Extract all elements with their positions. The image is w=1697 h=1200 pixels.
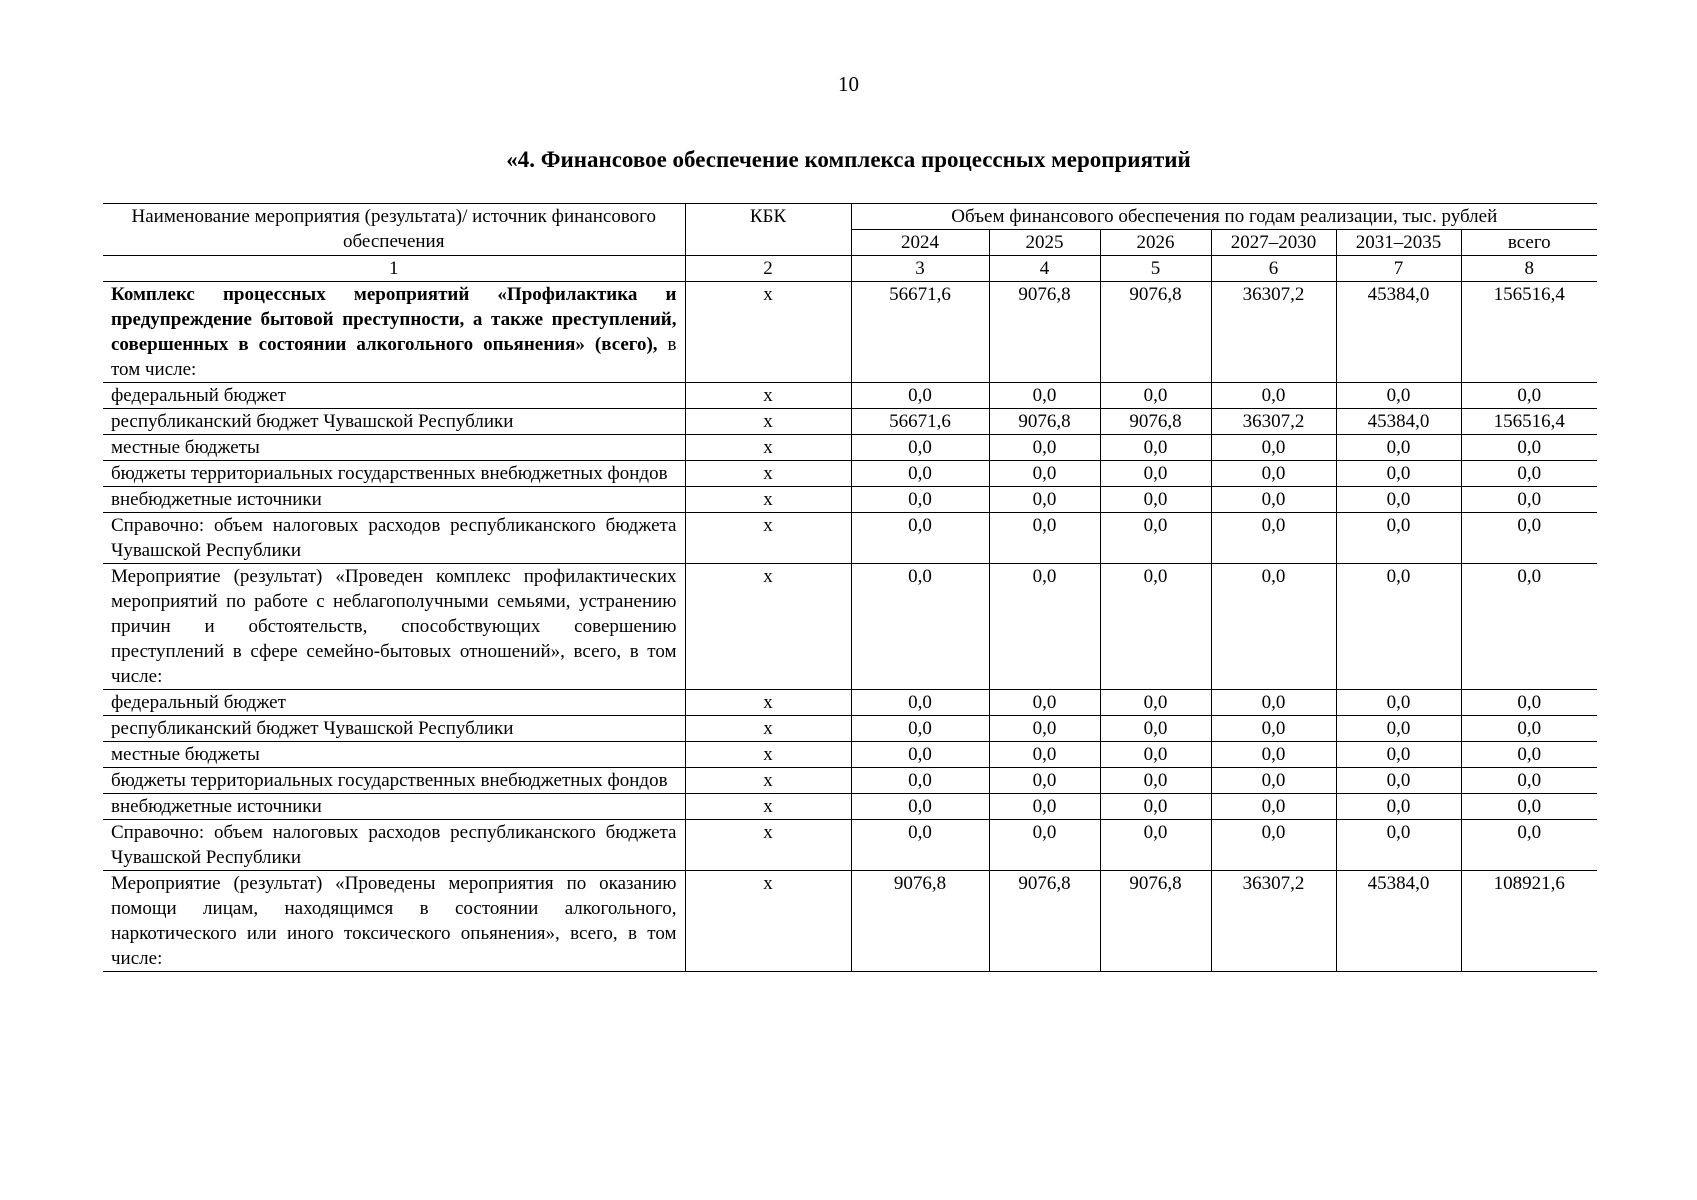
row-kbk: x	[685, 742, 851, 768]
column-number: 8	[1461, 256, 1597, 282]
financing-table	[103, 203, 1597, 972]
row-name-rest: в том числе:	[111, 334, 677, 380]
row-value: 9076,8	[1100, 282, 1211, 383]
row-value: 0,0	[1336, 513, 1461, 564]
row-value-total: 0,0	[1461, 716, 1597, 742]
row-value: 45384,0	[1336, 282, 1461, 383]
row-kbk: x	[685, 487, 851, 513]
row-name: бюджеты территориальных государственных внебюджетных фондов	[103, 768, 685, 794]
row-value: 0,0	[851, 768, 989, 794]
table-row	[103, 794, 1597, 820]
row-value: 0,0	[851, 690, 989, 716]
row-value: 0,0	[1100, 820, 1211, 871]
header-year: 2031–2035	[1336, 230, 1461, 256]
row-value: 0,0	[1211, 820, 1336, 871]
row-name: внебюджетные источники	[103, 794, 685, 820]
row-value: 0,0	[989, 742, 1100, 768]
row-name: местные бюджеты	[103, 435, 685, 461]
row-value-total: 156516,4	[1461, 409, 1597, 435]
row-value: 0,0	[1336, 794, 1461, 820]
row-value: 45384,0	[1336, 871, 1461, 972]
row-value: 0,0	[989, 794, 1100, 820]
row-value: 0,0	[1336, 461, 1461, 487]
row-value: 0,0	[1211, 461, 1336, 487]
table-row	[103, 690, 1597, 716]
row-name: республиканский бюджет Чувашской Республики	[103, 409, 685, 435]
row-name: Справочно: объем налоговых расходов республиканского бюджета Чувашской Республики	[103, 513, 685, 564]
row-kbk: x	[685, 794, 851, 820]
row-value: 36307,2	[1211, 871, 1336, 972]
row-value: 0,0	[1100, 742, 1211, 768]
row-value-total: 0,0	[1461, 383, 1597, 409]
row-value: 0,0	[1211, 564, 1336, 690]
row-name: федеральный бюджет	[103, 383, 685, 409]
row-value: 45384,0	[1336, 409, 1461, 435]
row-kbk: x	[685, 409, 851, 435]
row-name: Справочно: объем налоговых расходов республиканского бюджета Чувашской Республики	[103, 820, 685, 871]
row-value-total: 0,0	[1461, 513, 1597, 564]
row-name: местные бюджеты	[103, 742, 685, 768]
row-value-total: 0,0	[1461, 487, 1597, 513]
row-value: 0,0	[1211, 435, 1336, 461]
header-row	[103, 204, 1597, 230]
row-name: Мероприятие (результат) «Проведены мероприятия по оказанию помощи лицам, находящимся в состоянии алкогольного, наркотического или иного токсического опьянения», всего, в том числе:	[103, 871, 685, 972]
row-value: 0,0	[1100, 461, 1211, 487]
row-value: 0,0	[1336, 383, 1461, 409]
row-kbk: x	[685, 513, 851, 564]
row-value: 9076,8	[851, 871, 989, 972]
row-value-total: 0,0	[1461, 564, 1597, 690]
row-value: 9076,8	[989, 871, 1100, 972]
table-row	[103, 435, 1597, 461]
row-value: 0,0	[989, 820, 1100, 871]
header-year: 2024	[851, 230, 989, 256]
row-value: 0,0	[1211, 716, 1336, 742]
header-name: Наименование мероприятия (результата)/ источник финансового обеспечения	[103, 204, 685, 256]
row-kbk: x	[685, 435, 851, 461]
page-number: 10	[838, 72, 859, 96]
row-kbk: x	[685, 716, 851, 742]
row-value: 0,0	[1211, 383, 1336, 409]
row-value-total: 156516,4	[1461, 282, 1597, 383]
column-number: 1	[103, 256, 685, 282]
row-value: 0,0	[989, 564, 1100, 690]
row-value: 0,0	[1211, 487, 1336, 513]
header-year: 2025	[989, 230, 1100, 256]
row-value: 0,0	[851, 820, 989, 871]
row-name: внебюджетные источники	[103, 487, 685, 513]
row-value: 0,0	[1100, 513, 1211, 564]
row-value: 9076,8	[1100, 409, 1211, 435]
table-row	[103, 564, 1597, 690]
header-volume: Объем финансового обеспечения по годам реализации, тыс. рублей	[851, 204, 1597, 230]
column-numbers-row	[103, 256, 1597, 282]
row-value: 0,0	[989, 716, 1100, 742]
row-value: 0,0	[851, 742, 989, 768]
table-row	[103, 871, 1597, 972]
row-value-total: 0,0	[1461, 435, 1597, 461]
row-value: 0,0	[1211, 513, 1336, 564]
row-value: 0,0	[989, 690, 1100, 716]
row-value: 0,0	[1336, 768, 1461, 794]
row-value: 9076,8	[989, 409, 1100, 435]
table-row	[103, 461, 1597, 487]
row-value: 0,0	[851, 716, 989, 742]
row-value-total: 0,0	[1461, 768, 1597, 794]
row-kbk: x	[685, 461, 851, 487]
row-value: 0,0	[1336, 716, 1461, 742]
row-value-total: 0,0	[1461, 820, 1597, 871]
row-value: 0,0	[1211, 742, 1336, 768]
row-value: 36307,2	[1211, 409, 1336, 435]
row-value: 0,0	[1211, 794, 1336, 820]
row-value: 0,0	[1211, 690, 1336, 716]
row-value: 56671,6	[851, 409, 989, 435]
row-kbk: x	[685, 282, 851, 383]
row-value: 0,0	[851, 564, 989, 690]
row-value: 0,0	[1100, 794, 1211, 820]
table-row	[103, 487, 1597, 513]
row-name: бюджеты территориальных государственных внебюджетных фондов	[103, 461, 685, 487]
row-kbk: x	[685, 690, 851, 716]
table-row	[103, 716, 1597, 742]
row-value: 0,0	[989, 768, 1100, 794]
row-value: 0,0	[989, 513, 1100, 564]
row-value-total: 108921,6	[1461, 871, 1597, 972]
row-name: федеральный бюджет	[103, 690, 685, 716]
column-number: 7	[1336, 256, 1461, 282]
column-number: 5	[1100, 256, 1211, 282]
header-kbk: КБК	[685, 204, 851, 256]
row-value: 0,0	[989, 383, 1100, 409]
row-value: 0,0	[1336, 820, 1461, 871]
row-value: 0,0	[851, 794, 989, 820]
row-kbk: x	[685, 564, 851, 690]
row-value-total: 0,0	[1461, 461, 1597, 487]
row-kbk: x	[685, 820, 851, 871]
column-number: 2	[685, 256, 851, 282]
column-number: 4	[989, 256, 1100, 282]
row-value: 0,0	[851, 435, 989, 461]
row-value: 0,0	[1336, 435, 1461, 461]
row-value: 0,0	[851, 487, 989, 513]
row-name-bold: Комплекс процессных мероприятий «Профилактика и предупреждение бытовой преступности, а также преступлений, совершенных в состоянии алкогольного опьянения» (всего),	[111, 284, 677, 355]
row-value: 56671,6	[851, 282, 989, 383]
row-value: 0,0	[1100, 716, 1211, 742]
row-value-total: 0,0	[1461, 742, 1597, 768]
row-value: 0,0	[1336, 742, 1461, 768]
row-kbk: x	[685, 768, 851, 794]
row-value: 0,0	[851, 513, 989, 564]
row-value-total: 0,0	[1461, 794, 1597, 820]
row-name: Мероприятие (результат) «Проведен комплекс профилактических мероприятий по работе с неблагополучными семьями, устранению причин и обстоятельств, способствующих совершению преступлений в сфере семейно-бытовых отношений», всего, в том числе:	[103, 564, 685, 690]
column-number: 6	[1211, 256, 1336, 282]
row-value: 36307,2	[1211, 282, 1336, 383]
row-value-total: 0,0	[1461, 690, 1597, 716]
table-row	[103, 768, 1597, 794]
row-value: 0,0	[1100, 564, 1211, 690]
header-year-total: всего	[1461, 230, 1597, 256]
row-value: 0,0	[989, 487, 1100, 513]
row-value: 0,0	[851, 461, 989, 487]
row-value: 0,0	[989, 461, 1100, 487]
table-row	[103, 742, 1597, 768]
row-value: 9076,8	[1100, 871, 1211, 972]
row-value: 0,0	[1100, 690, 1211, 716]
header-year: 2027–2030	[1211, 230, 1336, 256]
document-title: «4. Финансовое обеспечение комплекса процессных мероприятий	[506, 147, 1191, 172]
table-row	[103, 820, 1597, 871]
row-value: 0,0	[851, 383, 989, 409]
table-row	[103, 513, 1597, 564]
row-value: 0,0	[1100, 768, 1211, 794]
table-row	[103, 383, 1597, 409]
row-name: республиканский бюджет Чувашской Республики	[103, 716, 685, 742]
table-row	[103, 409, 1597, 435]
row-kbk: x	[685, 871, 851, 972]
row-value: 0,0	[1100, 383, 1211, 409]
table-body	[103, 282, 1597, 972]
row-kbk: x	[685, 383, 851, 409]
row-value: 0,0	[989, 435, 1100, 461]
header-year: 2026	[1100, 230, 1211, 256]
row-value: 0,0	[1100, 435, 1211, 461]
row-value: 0,0	[1336, 564, 1461, 690]
row-value: 0,0	[1336, 690, 1461, 716]
row-value: 0,0	[1100, 487, 1211, 513]
row-name	[103, 282, 685, 383]
row-value: 0,0	[1211, 768, 1336, 794]
row-value: 9076,8	[989, 282, 1100, 383]
row-value: 0,0	[1336, 487, 1461, 513]
column-number: 3	[851, 256, 989, 282]
table-row-complex-total	[103, 282, 1597, 383]
